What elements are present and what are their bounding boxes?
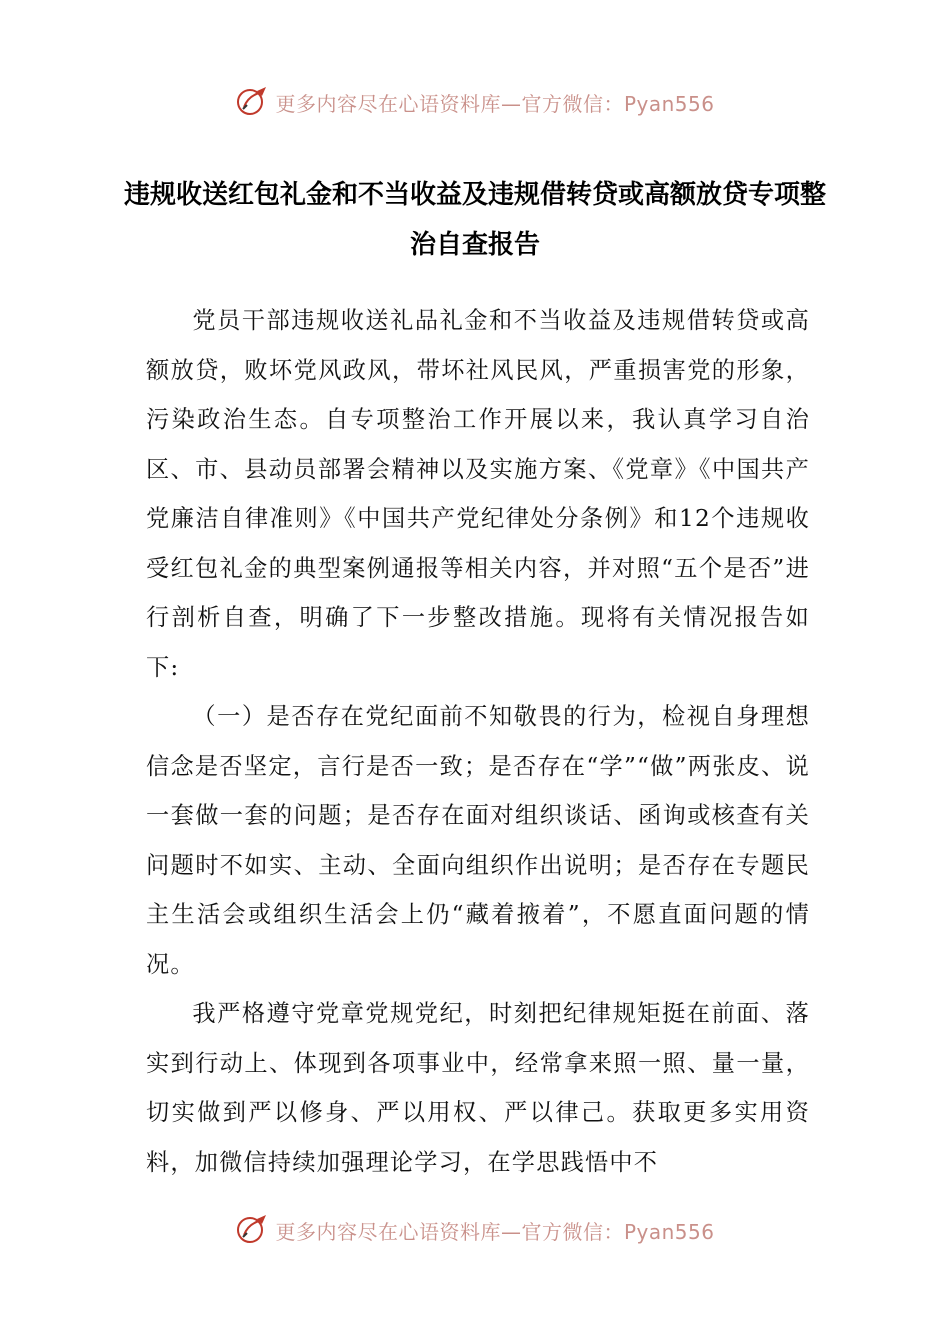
header-watermark-banner: [0, 82, 950, 122]
footer-watermark-banner: [0, 1210, 950, 1250]
paragraph-response: 我严格遵守党章党规党纪，时刻把纪律规矩挺在前面、落实到行动上、体现到各项事业中，经常拿来照一照、量一量，切实做到严以修身、严以用权、严以律己。获取更多实用资料，加微信持续加强理论学习，在学思践悟中不: [146, 1000, 810, 1176]
paragraph-intro: 党员干部违规收送礼品礼金和不当收益及违规借转贷或高额放贷，败坏党风政风，带坏社风民风，严重损害党的形象，污染政治生态。自专项整治工作开展以来，我认真学习自治区、市、县动员部署会精神以及实施方案、《党章》《中国共产党廉洁自律准则》《中国共产党纪律处分条例》和12个违规收受红包礼金的典型案例通报等相关内容，并对照“五个是否”进行剖析自查，明确了下一步整改措施。现将有关情况报告如下:: [146, 307, 810, 681]
paragraph-item-1: （一）是否存在党纪面前不知敬畏的行为，检视自身理想信念是否坚定，言行是否一致；是否存在“学”“做”两张皮、说一套做一套的问题；是否存在面对组织谈话、函询或核查有关问题时不如实、主动、全面向组织作出说明；是否存在专题民主生活会或组织生活会上仍“藏着掖着”，不愿直面问题的情况。: [146, 703, 810, 978]
pen-logo-icon: [235, 1213, 269, 1247]
document-body: [146, 296, 810, 1187]
footer-watermark-text: 更多内容尽在心语资料库—官方微信：Pyan556: [275, 1219, 715, 1244]
pen-logo-icon: [235, 85, 269, 119]
document-title: 违规收送红包礼金和不当收益及违规借转贷或高额放贷专项整治自查报告: [123, 180, 826, 260]
header-watermark-text: 更多内容尽在心语资料库—官方微信：Pyan556: [275, 91, 715, 116]
